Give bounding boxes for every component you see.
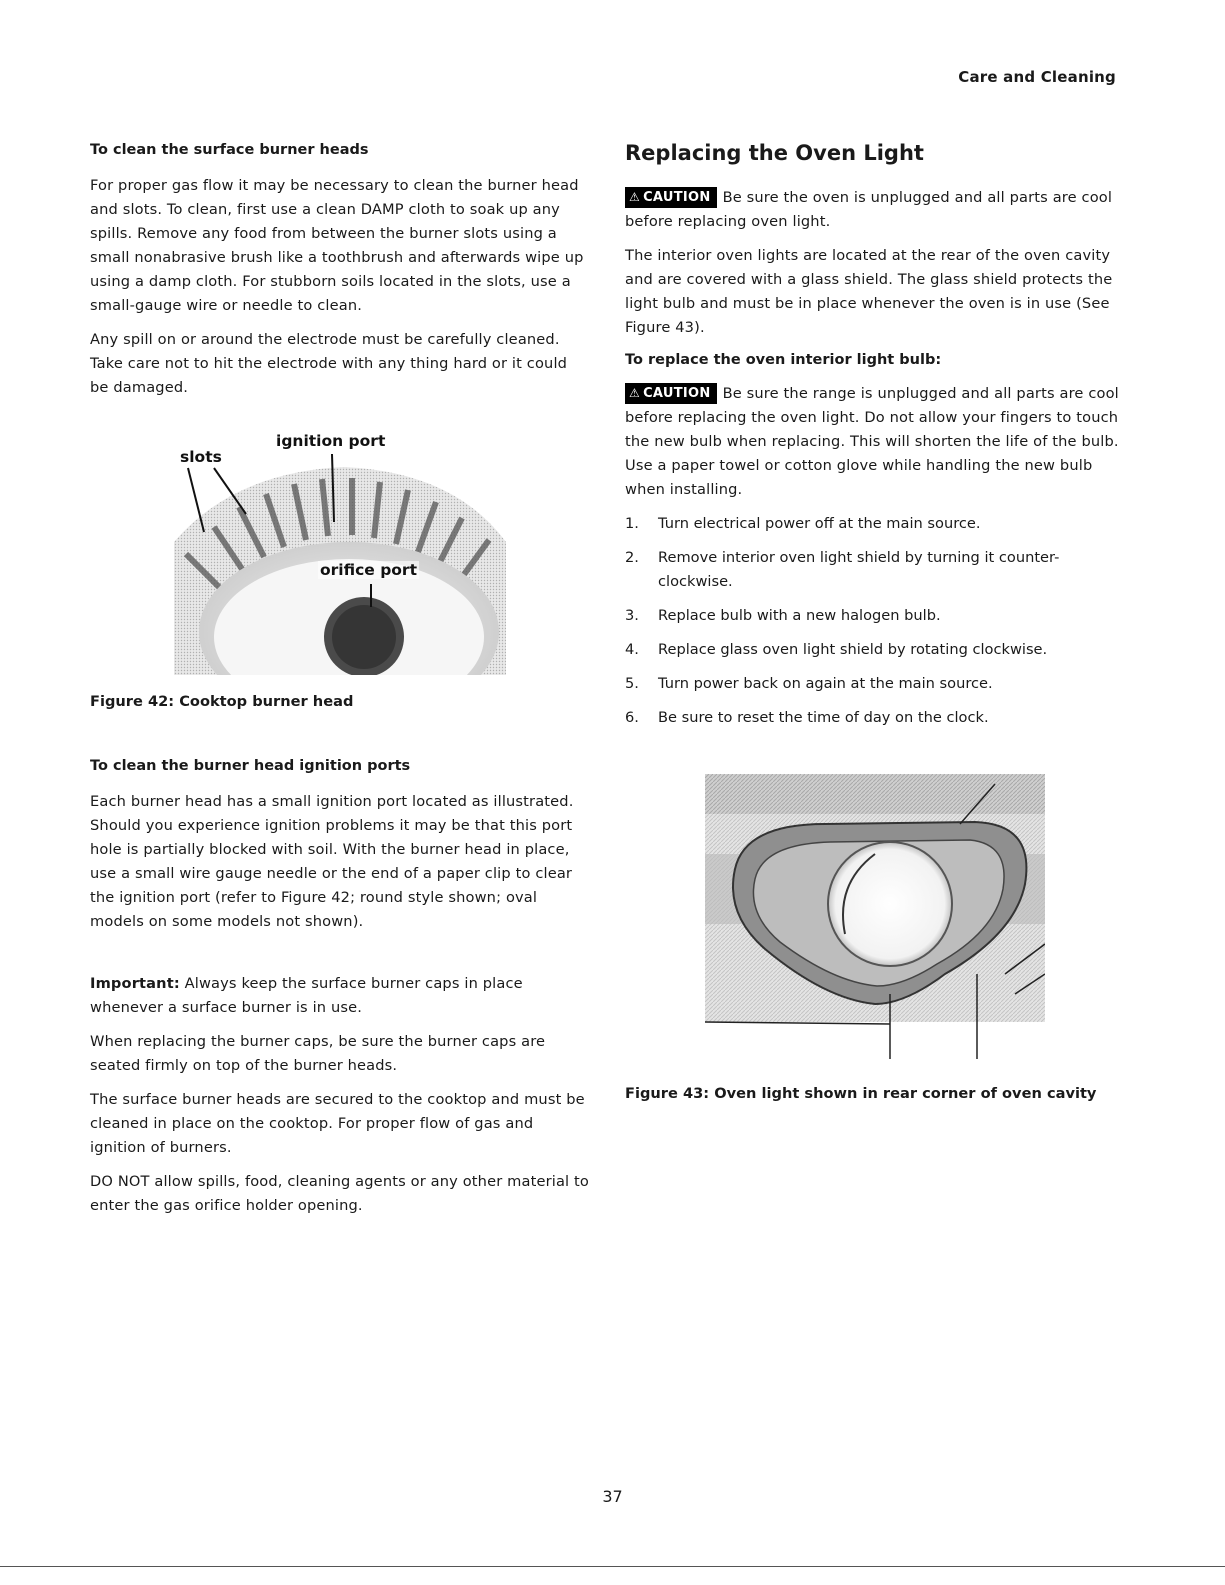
- paragraph-do-not: DO NOT allow spills, food, cleaning agents or any other material to enter the gas orifice holder opening.: [90, 1173, 589, 1214]
- paragraph-electrode: Any spill on or around the electrode must be carefully cleaned. Take care not to hit the electrode with any thing hard or it could be damaged.: [90, 331, 568, 396]
- section-title-oven-light: Replacing the Oven Light: [625, 141, 924, 165]
- label-slots: slots: [180, 448, 222, 466]
- caution-1-text: Be sure the oven is unplugged and all parts are cool before replacing oven light.: [625, 189, 1113, 230]
- figure-42-caption: Figure 42: Cooktop burner head: [90, 693, 354, 710]
- list-item: 3. Replace bulb with a new halogen bulb.: [625, 607, 941, 624]
- important-text: Always keep the surface burner caps in place whenever a surface burner is in use.: [90, 975, 523, 1016]
- caution-2: [625, 382, 1130, 502]
- paragraph-replace-caps: When replacing the burner caps, be sure the burner caps are seated firmly on top of the burner heads.: [90, 1033, 546, 1074]
- paragraph-ignition-port: Each burner head has a small ignition port located as illustrated. Should you experience ignition problems it may be that this port hole is partially blocked with soil. With the burner head in place, use a small wire gauge needle or the end of a paper clip to clear the ignition port (refer to Figure 42; round style shown; oval models on some models not shown).: [90, 793, 574, 930]
- caution-badge: [625, 187, 717, 208]
- caution-2-text: Be sure the range is unplugged and all parts are cool before replacing the oven light. Do not allow your fingers to touch the new bulb when replacing. This will shorten the life of the bulb. Use a paper towel or cotton glove while handling the new bulb when installing.: [625, 385, 1119, 498]
- important-label: Important:: [90, 975, 180, 992]
- page-number: 37: [602, 1487, 623, 1506]
- label-orifice-port: orifice port: [320, 561, 417, 579]
- heading-ignition-ports: To clean the burner head ignition ports: [90, 758, 411, 774]
- paragraph-secured: The surface burner heads are secured to the cooktop and must be cleaned in place on the cooktop. For proper flow of gas and ignition of burners.: [90, 1091, 585, 1156]
- figure-43-caption: Figure 43: Oven light shown in rear corner of oven cavity: [625, 1085, 1097, 1102]
- paragraph-gas-flow: For proper gas flow it may be necessary to clean the burner head and slots. To clean, first use a clean DAMP cloth to soak up any spills. Remove any food from between the burner slots using a small nonabrasive brush like a toothbrush and afterwards wipe up using a damp cloth. For stubborn soils located in the slots, use a small-gauge wire or needle to clean.: [90, 177, 584, 314]
- paragraph-interior-lights: The interior oven lights are located at the rear of the oven cavity and are covered with a glass shield. The glass shield protects the light bulb and must be in place whenever the oven is in use (See Figure 43).: [625, 247, 1113, 336]
- label-ignition-port: ignition port: [276, 432, 386, 450]
- list-item: 5. Turn power back on again at the main source.: [625, 675, 993, 692]
- left-column: [90, 140, 590, 1228]
- warning-triangle-icon: ⚠: [629, 190, 641, 204]
- list-item: 1. Turn electrical power off at the main source.: [625, 515, 981, 532]
- list-item: 2. Remove interior oven light shield by turning it counter-clockwise.: [625, 549, 1060, 590]
- right-column: [625, 140, 1130, 1102]
- oven-light-illustration: [705, 774, 1045, 1059]
- running-head: Care and Cleaning: [958, 68, 1116, 86]
- figure-43-oven-light: [705, 774, 1045, 1059]
- burner-head-illustration: [174, 432, 506, 675]
- heading-replace-bulb: To replace the oven interior light bulb:: [625, 352, 942, 368]
- caution-label: CAUTION: [643, 386, 711, 401]
- list-item: 4. Replace glass oven light shield by rotating clockwise.: [625, 641, 1048, 658]
- figure-42-burner-head: [174, 432, 506, 675]
- paragraph-important: [90, 972, 590, 1020]
- list-item: 6. Be sure to reset the time of day on the clock.: [625, 709, 989, 726]
- steps-list: [625, 512, 1130, 730]
- caution-badge: [625, 383, 717, 404]
- bottom-rule: [0, 1566, 1225, 1567]
- caution-1: [625, 186, 1130, 234]
- heading-clean-burner-heads: To clean the surface burner heads: [90, 142, 369, 158]
- caution-label: CAUTION: [643, 190, 711, 205]
- warning-triangle-icon: ⚠: [629, 386, 641, 400]
